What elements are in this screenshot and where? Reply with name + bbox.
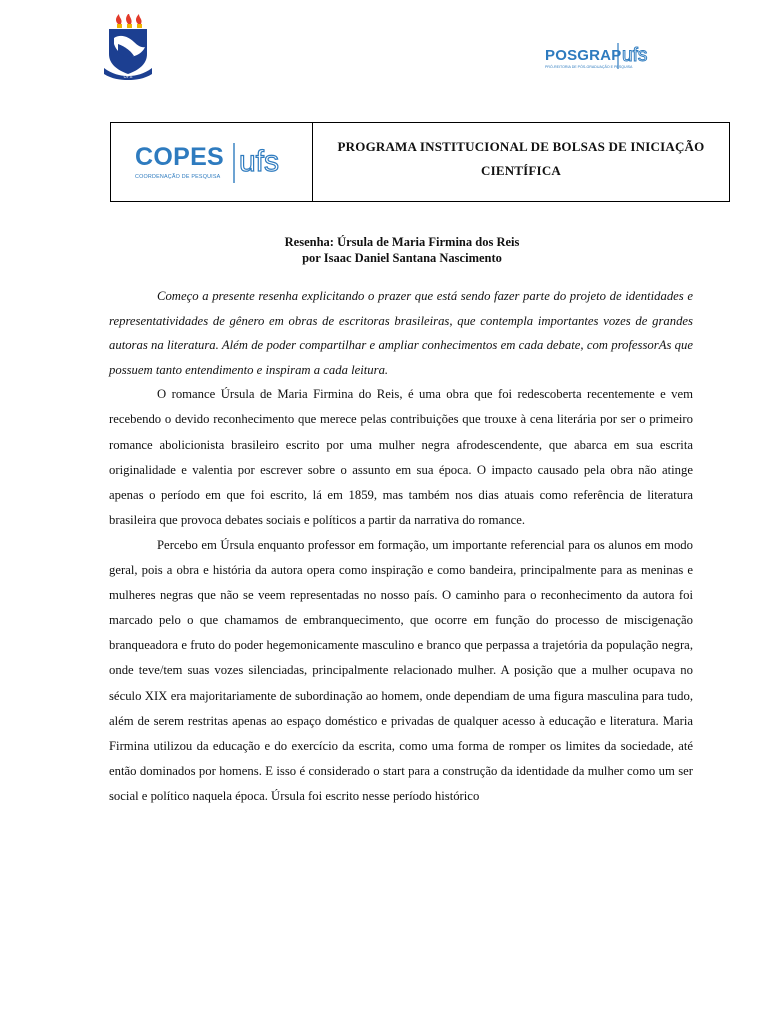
paragraph-intro: Começo a presente resenha explicitando o prazer que está sendo fazer parte do projeto de identidades e representatividades de gênero em obras de escritoras brasileiras, que contempla importantes vozes de grandes autoras na literatura. Além de poder compartilhar e ampliar conhecimentos em cada debate, com professorAs que possuem tanto entendimento e inspiram a cada leitura.	[109, 289, 693, 377]
copes-logo-text: COPES	[135, 143, 225, 171]
posgrap-logo-text: POSGRAP	[545, 47, 622, 64]
posgrap-logo-subtext: PRÓ-REITORIA DE PÓS-GRADUAÇÃO E PESQUISA	[545, 65, 633, 69]
review-author: por Isaac Daniel Santana Nascimento	[302, 250, 502, 265]
program-header-box	[110, 122, 730, 202]
copes-logo	[135, 141, 295, 187]
ufs-monogram-icon	[616, 41, 668, 73]
copes-logo-subtext: COORDENAÇÃO DE PESQUISA	[135, 174, 221, 180]
review-title: Resenha: Úrsula de Maria Firmina dos Reis	[284, 235, 520, 249]
ufs-monogram-icon	[231, 141, 295, 187]
copes-ufs-text: ufs	[239, 145, 280, 178]
posgrap-ufs-text: ufs	[622, 45, 648, 66]
program-title: PROGRAMA INSTITUCIONAL DE BOLSAS DE INICIAÇÃO CIENTÍFICA	[337, 139, 705, 178]
review-heading	[110, 235, 694, 266]
ufs-crest-logo	[104, 14, 152, 80]
paragraph-teacher: Percebo em Úrsula enquanto professor em formação, um importante referencial para os alunos em modo geral, pois a obra e história da autora opera como inspiração e como bandeira, principalmente para as meninas e mulheres negras que não se veem representadas no nosso país. O caminho para o reconhecimento da autora foi marcado pelo o que chamamos de embranquecimento, que ocorre em função do processo de miscigenação branqueadora e fruto do poder hegemonicamente masculino e branco que perpassa a trajetória da população negra, onde teve/tem suas vozes silenciadas, principalmente relacionado mulher. A posição que a mulher ocupava no século XIX era majoritariamente de subordinação ao homem, onde dependiam de uma figura masculina para tudo, além de serem restritas apenas ao espaço doméstico e privadas de qualquer acesso à educação e literatura. Maria Firmina utilizou da educação e do exercício da escrita, como uma forma de romper os limites da sociedade, até então dominados por homens. E isso é considerado o start para a construção da identidade da mulher como um ser social e político naquela época. Úrsula foi escrito nesse período histórico	[109, 537, 693, 803]
review-body	[109, 284, 693, 809]
crest-banner-text: UFS	[123, 74, 133, 79]
paragraph-novel: O romance Úrsula de Maria Firmina do Reis, é uma obra que foi redescoberta recentemente e vem recebendo o devido reconhecimento que merece pelas contribuições que trouxe à cena literária por ser o primeiro romance abolicionista brasileiro escrito por uma mulher negra afrodescendente, que abarca em sua escrita originalidade e valentia por escrever sobre o assunto em sua época. O impacto causado pela obra não atinge apenas o período em que foi escrito, lá em 1859, mas também nos dias atuais como referência de literatura brasileira que provoca debates sociais e políticos a partir da narrativa do romance.	[109, 387, 693, 527]
